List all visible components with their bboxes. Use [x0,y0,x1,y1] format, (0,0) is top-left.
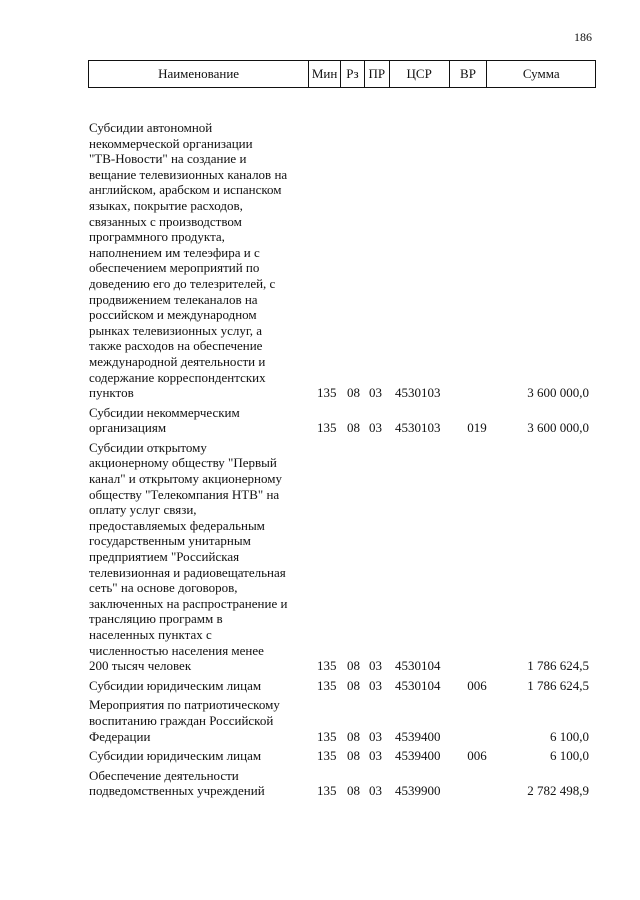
table-row [89,678,599,694]
row-vr: 006 [467,748,487,764]
row-vr: 006 [467,677,487,693]
row-sum: 2 782 498,9 [527,783,589,799]
table-row [89,697,599,744]
row-pr: 03 [369,420,382,436]
row-rz: 08 [347,748,360,764]
row-pr: 03 [369,728,382,744]
row-min: 135 [317,783,337,799]
table-row [89,440,599,674]
row-csr: 4530103 [395,385,441,401]
row-sum: 3 600 000,0 [527,420,589,436]
row-pr: 03 [369,385,382,401]
row-min: 135 [317,420,337,436]
header-sum: Сумма [522,66,560,81]
table-row [89,748,599,764]
row-sum: 1 786 624,5 [527,658,589,674]
table-row [89,405,599,436]
row-pr: 03 [369,748,382,764]
row-rz: 08 [347,677,360,693]
row-sum: 6 100,0 [550,728,589,744]
header-rz: Рз [341,61,365,87]
row-name: Обеспечение деятельности подведомственных учреждений [89,767,265,799]
row-sum: 1 786 624,5 [527,677,589,693]
row-name: Субсидии автономной некоммерческой организации "ТВ-Новости" на создание и вещание телевизионных каналов на английском, арабском и испанском языках, покрытие расходов, связанных с производством программного продукта, наполнением им телеэфира и с обеспечением мероприятий по доведению его до телезрителей, с продвижением телеканалов на российском и международном рынках телевизионных услуг, а также расходов на обеспечение международной деятельности и содержание корреспондентских пунктов [89,120,288,401]
header-pr: ПР [365,61,390,87]
row-csr: 4539400 [395,728,441,744]
page-number: 186 [574,30,592,44]
row-name: Субсидии юридическим лицам [89,748,262,764]
row-rz: 08 [347,420,360,436]
row-name: Субсидии юридическим лицам [89,677,262,693]
header-min: Мин [309,61,341,87]
table-row [89,120,599,401]
row-name: Мероприятия по патриотическому воспитанию граждан Российской Федерации [89,697,280,744]
row-pr: 03 [369,783,382,799]
row-rz: 08 [347,783,360,799]
row-name: Субсидии открытому акционерному обществу "Первый канал" и открытому акционерному обществу "Телекомпания НТВ" на оплату услуг связи, предоставляемых федеральным государственным унитарным предприятием "Российская телевизионная и радиовещательная сеть" на основе договоров, заключенных на распространение и трансляцию программ в населенных пунктах с численностью населения менее 200 тысяч человек [89,439,288,674]
row-csr: 4530104 [395,658,441,674]
header-vr: ВР [450,61,488,87]
row-min: 135 [317,677,337,693]
row-pr: 03 [369,658,382,674]
row-vr: 019 [467,420,487,436]
row-sum: 3 600 000,0 [527,385,589,401]
row-rz: 08 [347,658,360,674]
row-csr: 4539900 [395,783,441,799]
row-min: 135 [317,748,337,764]
header-name: Наименование [89,61,309,87]
row-min: 135 [317,385,337,401]
row-rz: 08 [347,385,360,401]
row-sum: 6 100,0 [550,748,589,764]
header-csr: ЦСР [390,61,450,87]
row-pr: 03 [369,677,382,693]
table-row [89,768,599,799]
row-csr: 4530104 [395,677,441,693]
row-rz: 08 [347,728,360,744]
row-name: Субсидии некоммерческим организациям [89,404,240,436]
table-body [89,120,599,803]
row-min: 135 [317,728,337,744]
row-csr: 4539400 [395,748,441,764]
row-min: 135 [317,658,337,674]
row-csr: 4530103 [395,420,441,436]
table-header [88,60,596,88]
